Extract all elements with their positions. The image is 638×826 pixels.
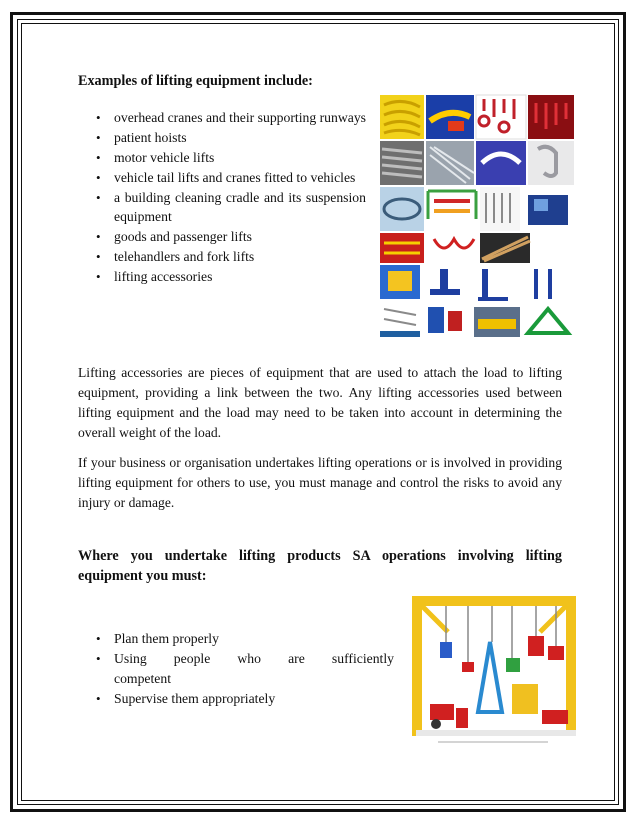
list-item: • Plan them properly <box>94 629 394 648</box>
examples-list <box>94 108 366 287</box>
examples-heading: Examples of lifting equipment include: <box>78 73 313 89</box>
list-item: • overhead cranes and their supporting runways <box>94 108 366 127</box>
list-item-continuation: competent <box>114 671 172 686</box>
list-item: • goods and passenger lifts <box>94 227 366 246</box>
list-item: • Supervise them appropriately <box>94 689 394 708</box>
lifting-equipment-collage-image <box>378 93 576 339</box>
list-item-line: • Using people who are sufficiently <box>114 651 394 666</box>
list-item: • telehandlers and fork lifts <box>94 247 366 266</box>
paragraph-manage-risks: If your business or organisation undertakes lifting operations or is involved in providing lifting equipment for others to use, you must manage and control the risks to avoid any injury or damage. <box>78 455 562 510</box>
requirements-list <box>94 629 394 709</box>
list-item: • lifting accessories <box>94 267 366 286</box>
list-item: • a building cleaning cradle and its suspension equipment <box>94 188 366 226</box>
list-item: • patient hoists <box>94 128 366 147</box>
paragraph-lifting-accessories: Lifting accessories are pieces of equipment that are used to attach the load to lifting equipment, providing a link between the two. Any lifting accessories used between lifting equipment and the load may need to be taken into account in determining the overall weight of the load. <box>78 365 562 440</box>
where-heading: Where you undertake lifting products SA operations involving lifting equipment you must: <box>78 548 562 584</box>
list-item: • vehicle tail lifts and cranes fitted to vehicles <box>94 168 366 187</box>
list-item: • motor vehicle lifts <box>94 148 366 167</box>
gantry-crane-hoists-image <box>408 592 580 752</box>
list-item <box>94 649 394 668</box>
